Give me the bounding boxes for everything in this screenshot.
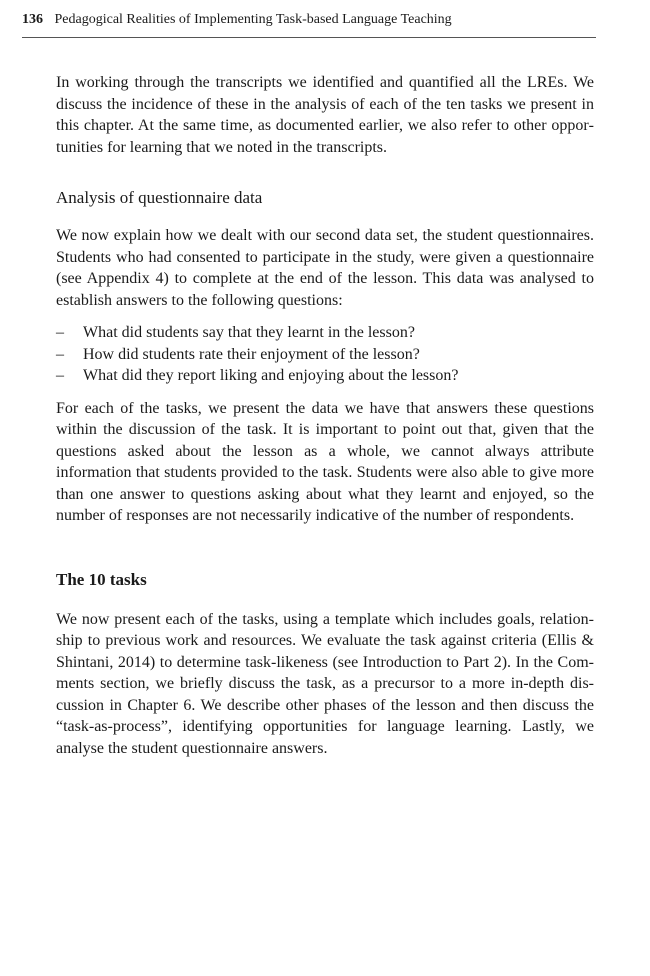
- page-number: 136: [22, 12, 43, 27]
- list-item: [56, 344, 594, 366]
- running-title: Pedagogical Realities of Implementing Task-based Language Teaching: [54, 12, 452, 27]
- list-item: [56, 322, 594, 344]
- section-heading-tasks: The 10 tasks: [56, 569, 147, 589]
- paragraph-questionnaire-method: We now explain how we dealt with our second data set, the student questionnaires. Students who had consented to participate in the study, were given a questionnaire (see Appendix 4) to complete at the end of the lesson. This data was analysed to establish answers to the following questions:: [56, 227, 594, 309]
- question-text: What did they report liking and enjoying about the lesson?: [83, 367, 459, 384]
- question-text: What did students say that they learnt in the lesson?: [83, 324, 415, 341]
- page-body: [56, 72, 594, 759]
- section-heading-questionnaire: Analysis of questionnaire data: [56, 188, 263, 207]
- dash-bullet: –: [56, 345, 64, 363]
- dash-bullet: –: [56, 324, 64, 341]
- questions-list: [56, 322, 594, 387]
- question-text: How did students rate their enjoyment of the lesson?: [83, 345, 420, 363]
- paragraph-task-template: We now present each of the tasks, using a template which includes goals, relationship to previous work and resources. We evaluate the task against criteria (Ellis & Shintani, 2014) to determine task-likeness (see Introduction to Part 2). In the Comments section, we briefly discuss the task, as a precursor to a more in-depth discussion in Chapter 6. We describe other phases of the lesson and then discuss the “task-as-process”, identifying opportunities for language learning. Lastly, we analyse the student questionnaire answers.: [56, 610, 594, 757]
- running-header: [22, 11, 596, 38]
- paragraph-data-presentation: For each of the tasks, we present the data we have that answers these questions within the discussion of the task. It is important to point out that, given that the questions asked about the lesson as a whole, we cannot always attribute information that students provided to the task. Students were also able to give more than one answer to questions asking about what they learnt and enjoyed, so the number of responses are not necessarily indicative of the number of respondents.: [56, 399, 594, 524]
- dash-bullet: –: [56, 367, 64, 384]
- list-item: [56, 365, 594, 387]
- paragraph-transcripts: In working through the transcripts we identified and quantified all the LREs. We discuss the incidence of these in the analysis of each of the ten tasks we present in this chapter. At the same time, as documented earlier, we also refer to other opportunities for learning that we noted in the transcripts.: [56, 74, 594, 156]
